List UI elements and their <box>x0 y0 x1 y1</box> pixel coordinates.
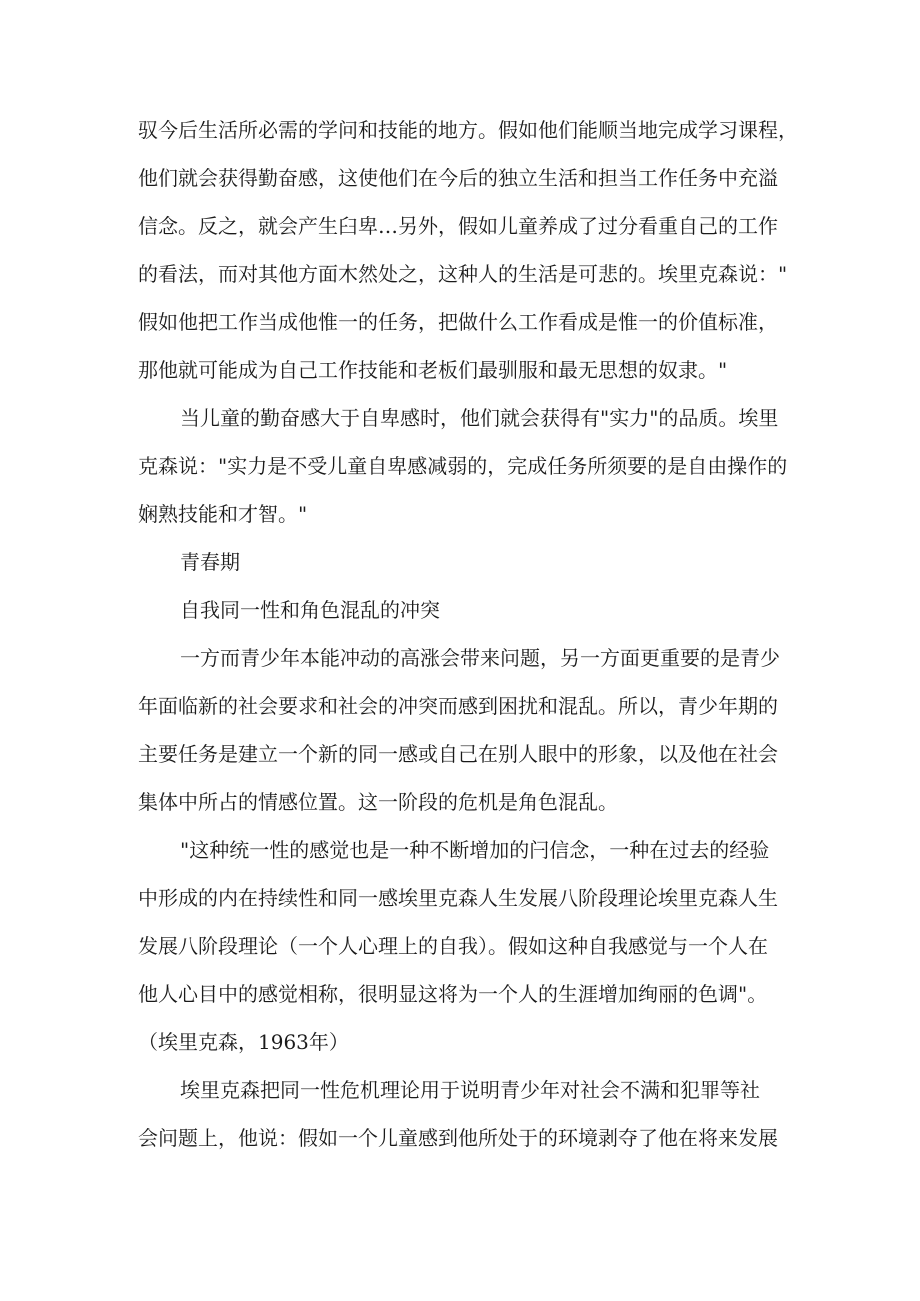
section-title: 青春期 <box>180 550 240 574</box>
paragraph-2 <box>138 394 798 538</box>
section-heading <box>138 538 798 586</box>
paragraph-line: 娴熟技能和才智。" <box>138 502 308 526</box>
paragraph-line: 假如他把工作当成他惟一的任务，把做什么工作看成是惟一的价值标准， <box>138 310 778 334</box>
citation-line: （埃里克森，1963年） <box>138 1030 349 1054</box>
paragraph-5 <box>138 1066 798 1162</box>
paragraph-line: 一方而青少年本能冲动的高涨会带来问题，另一方面更重要的是青少 <box>180 646 780 670</box>
paragraph-line: 当儿童的勤奋感大于自卑感时，他们就会获得有"实力"的品质。埃里 <box>180 406 779 430</box>
paragraph-line: 年面临新的社会要求和社会的冲突而感到困扰和混乱。所以，青少年期的 <box>138 694 778 718</box>
paragraph-line: 埃里克森把同一性危机理论用于说明青少年对社会不满和犯罪等社 <box>180 1078 760 1102</box>
paragraph-line: 他人心目中的感觉相称，很明显这将为一个人的生涯增加绚丽的色调"。 <box>138 982 768 1006</box>
paragraph-line: 主要任务是建立一个新的同一感或自己在别人眼中的形象，以及他在社会 <box>138 742 778 766</box>
paragraph-line: 信念。反之，就会产生臼卑…另外，假如儿童养成了过分看重自己的工作 <box>138 214 778 238</box>
paragraph-line: 集体中所占的情感位置。这一阶段的危机是角色混乱。 <box>138 790 618 814</box>
section-subtitle: 自我同一性和角色混乱的冲突 <box>180 598 440 622</box>
paragraph-line: 中形成的内在持续性和同一感埃里克森人生发展八阶段理论埃里克森人生 <box>138 886 778 910</box>
paragraph-line: 那他就可能成为自己工作技能和老板们最驯服和最无思想的奴隶。" <box>138 358 728 382</box>
paragraph-line: 会问题上，他说：假如一个儿童感到他所处于的环境剥夺了他在将来发展 <box>138 1126 778 1150</box>
paragraph-line: "这种统一性的感觉也是一种不断增加的闩信念，一种在过去的经验 <box>180 838 770 862</box>
paragraph-line: 克森说："实力是不受儿童自卑感减弱的，完成任务所须要的是自由操作的 <box>138 454 788 478</box>
paragraph-1 <box>138 106 798 394</box>
paragraph-line: 驭今后生活所必需的学问和技能的地方。假如他们能顺当地完成学习课程， <box>138 118 798 142</box>
section-subheading <box>138 586 798 634</box>
paragraph-line: 的看法，而对其他方面木然处之，这种人的生活是可悲的。埃里克森说：" <box>138 262 788 286</box>
paragraph-line: 他们就会获得勤奋感，这使他们在今后的独立生活和担当工作任务中充溢 <box>138 166 778 190</box>
document-body <box>138 106 798 1162</box>
paragraph-4 <box>138 826 798 1066</box>
paragraph-3 <box>138 634 798 826</box>
paragraph-line: 发展八阶段理论（一个人心理上的自我）。假如这种自我感觉与一个人在 <box>138 934 768 958</box>
